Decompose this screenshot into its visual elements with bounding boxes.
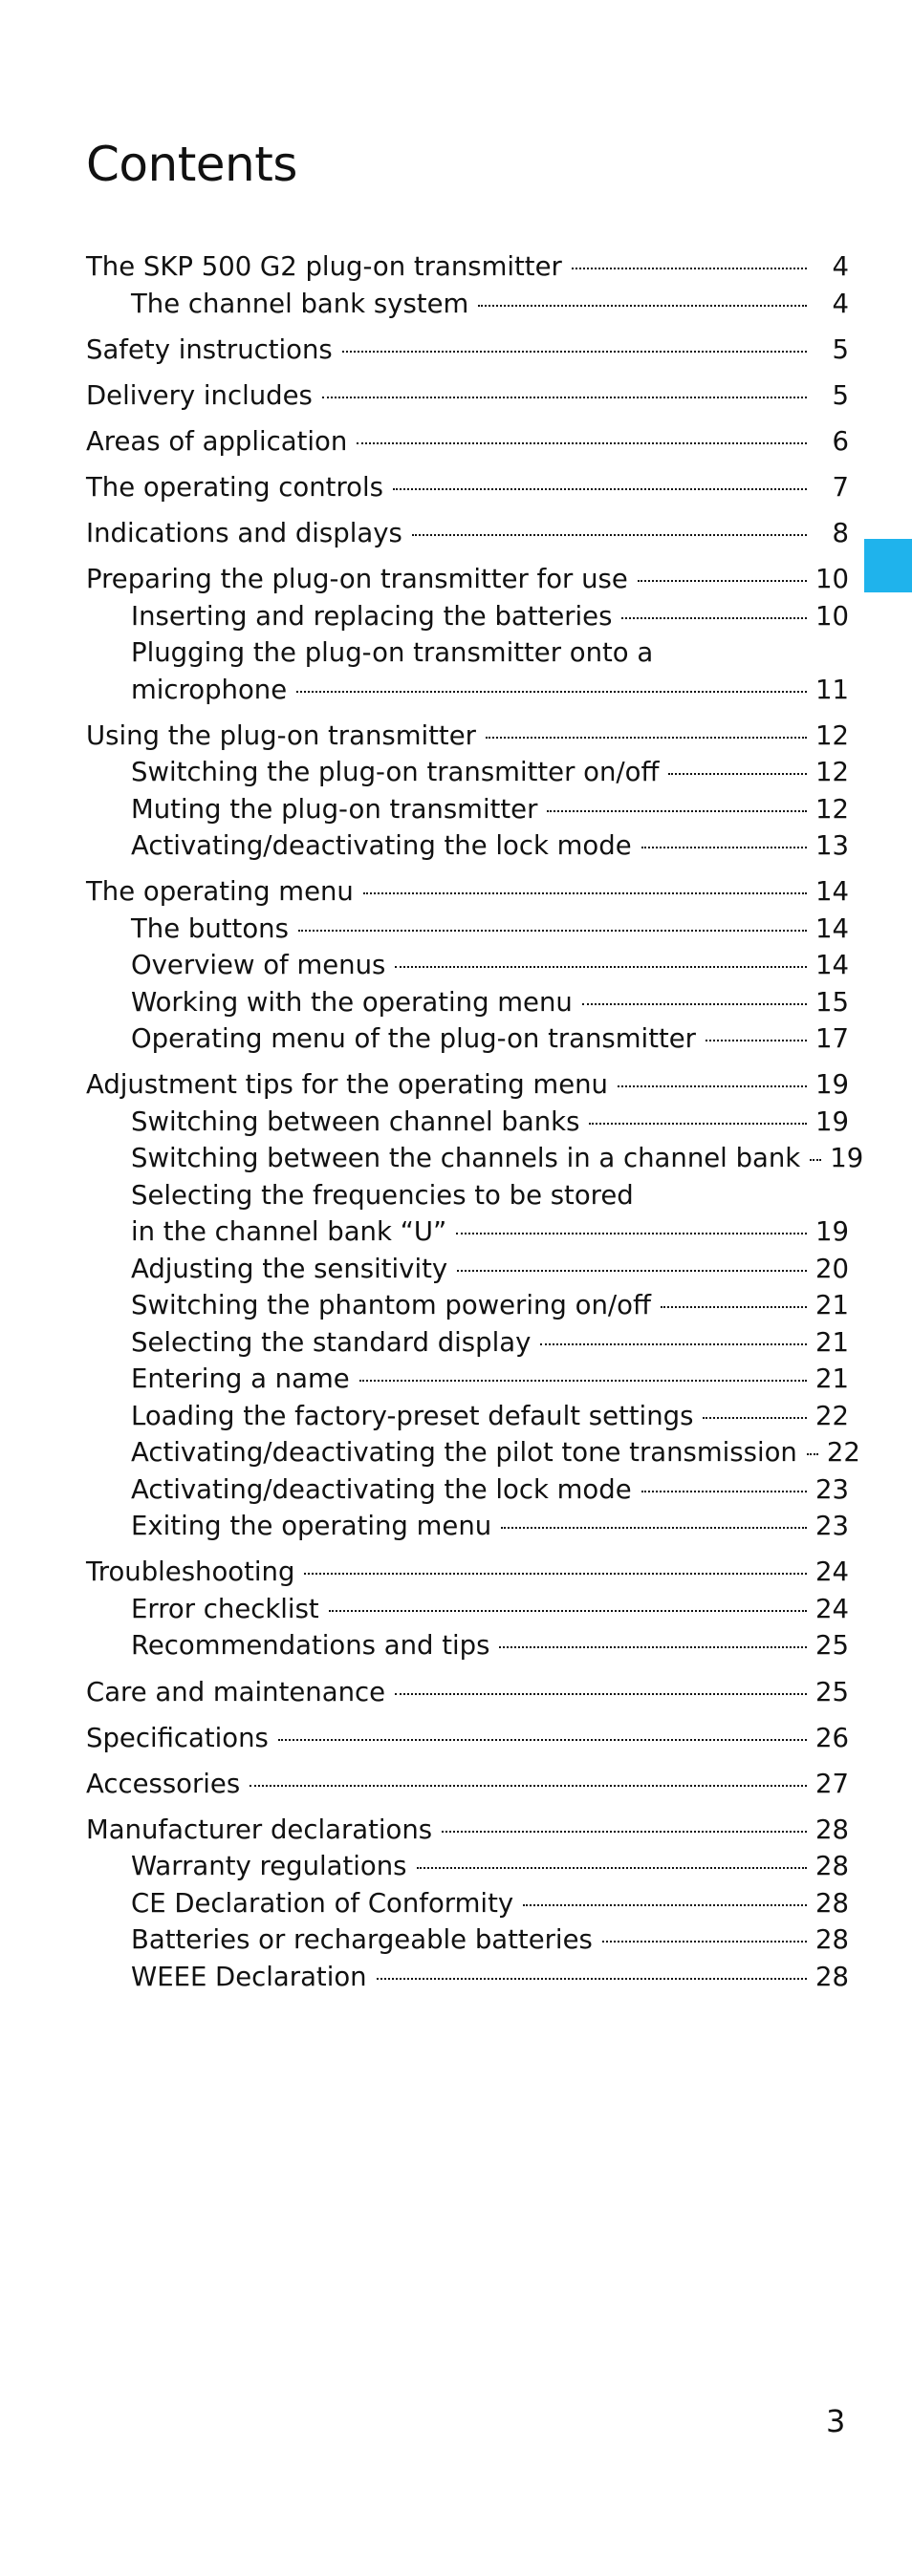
toc-entry-label: The operating menu <box>86 876 354 908</box>
toc-section-entry[interactable] <box>86 1213 849 1251</box>
toc-dot-leader <box>393 488 807 490</box>
toc-entry-label: in the channel bank “U” <box>131 1216 447 1248</box>
toc-entry-label: Inserting and replacing the batteries <box>131 600 613 632</box>
toc-entry-label: Exiting the operating menu <box>131 1511 492 1542</box>
toc-entry-label: Plugging the plug-on transmitter onto a <box>131 637 654 669</box>
toc-entry-page-number: 12 <box>815 719 849 751</box>
section-tab-marker <box>864 539 912 592</box>
page-title: Contents <box>86 137 297 192</box>
toc-section-entry[interactable] <box>86 1471 849 1509</box>
toc-entry-label: Safety instructions <box>86 333 333 365</box>
toc-entry-page-number: 25 <box>815 1676 849 1707</box>
toc-entry-page-number: 10 <box>815 600 849 632</box>
toc-entry-label: Adjustment tips for the operating menu <box>86 1069 608 1101</box>
toc-entry-label: Indications and displays <box>86 517 402 548</box>
toc-entry-page-number: 12 <box>815 757 849 788</box>
toc-entry-page-number: 21 <box>815 1290 849 1321</box>
toc-entry-page-number: 14 <box>815 912 849 944</box>
toc-entry-page-number: 17 <box>815 1023 849 1055</box>
toc-section-entry[interactable] <box>86 1287 849 1324</box>
toc-dot-leader <box>540 1343 807 1345</box>
toc-entry-label: Muting the plug-on transmitter <box>131 793 538 825</box>
toc-chapter-entry[interactable] <box>86 1812 849 1849</box>
toc-dot-leader <box>250 1785 807 1787</box>
toc-dot-leader <box>589 1123 807 1125</box>
toc-entry-page-number: 4 <box>832 288 849 319</box>
toc-entry-label: Recommendations and tips <box>131 1630 490 1662</box>
toc-entry-page-number: 21 <box>815 1326 849 1358</box>
toc-chapter-entry[interactable] <box>86 1554 849 1591</box>
toc-dot-leader <box>641 1491 807 1492</box>
toc-chapter-entry[interactable] <box>86 423 849 461</box>
toc-entry-label: Areas of application <box>86 425 348 457</box>
toc-dot-leader <box>457 1270 807 1272</box>
toc-entry-label: Activating/deactivating the lock mode <box>131 1473 632 1505</box>
toc-entry-label: Switching between channel banks <box>131 1106 580 1137</box>
toc-section-entry[interactable] <box>86 1140 864 1177</box>
toc-dot-leader <box>486 737 807 739</box>
toc-dot-leader <box>807 1453 818 1455</box>
toc-dot-leader <box>602 1941 807 1943</box>
toc-dot-leader <box>329 1610 807 1612</box>
toc-section-entry[interactable] <box>86 1177 849 1214</box>
toc-dot-leader <box>412 534 807 536</box>
toc-entry-label: WEEE Declaration <box>131 1961 367 1992</box>
toc-section-entry[interactable] <box>86 1627 849 1664</box>
toc-dot-leader <box>703 1417 807 1419</box>
toc-entry-label: Switching between the channels in a channel bank <box>131 1143 801 1174</box>
toc-dot-leader <box>621 617 807 619</box>
toc-entry-label: The operating controls <box>86 471 383 503</box>
toc-section-entry[interactable] <box>86 1434 860 1471</box>
toc-entry-page-number: 6 <box>832 425 849 457</box>
toc-entry-page-number: 10 <box>815 564 849 595</box>
toc-entry-label: Activating/deactivating the pilot tone transmission <box>131 1437 797 1469</box>
toc-dot-leader <box>668 773 807 775</box>
toc-entry-page-number: 24 <box>815 1593 849 1624</box>
toc-entry-label: Delivery includes <box>86 379 313 411</box>
toc-entry-page-number: 23 <box>815 1511 849 1542</box>
toc-section-entry[interactable] <box>86 791 849 828</box>
toc-entry-page-number: 20 <box>815 1253 849 1284</box>
toc-entry-page-number: 19 <box>815 1216 849 1248</box>
toc-section-entry[interactable] <box>86 1361 849 1398</box>
toc-chapter-entry[interactable] <box>86 873 849 911</box>
toc-dot-leader <box>417 1867 808 1869</box>
toc-chapter-entry[interactable] <box>86 561 849 598</box>
toc-entry-label: Switching the plug-on transmitter on/off <box>131 757 660 788</box>
toc-dot-leader <box>322 397 807 398</box>
toc-entry-page-number: 23 <box>815 1473 849 1505</box>
toc-chapter-entry[interactable] <box>86 718 849 755</box>
toc-entry-page-number: 21 <box>815 1363 849 1395</box>
toc-dot-leader <box>296 691 807 693</box>
toc-entry-page-number: 7 <box>832 471 849 503</box>
table-of-contents <box>86 248 864 1995</box>
toc-section-entry[interactable] <box>86 598 849 635</box>
toc-dot-leader <box>395 966 807 968</box>
toc-entry-label: Batteries or rechargeable batteries <box>131 1924 593 1956</box>
toc-entry-page-number: 11 <box>815 674 849 705</box>
toc-dot-leader <box>618 1085 807 1087</box>
toc-section-entry[interactable] <box>86 286 849 323</box>
toc-dot-leader <box>359 1380 807 1382</box>
toc-section-entry[interactable] <box>86 1508 849 1545</box>
toc-dot-leader <box>395 1693 807 1695</box>
toc-dot-leader <box>572 268 807 269</box>
toc-entry-page-number: 28 <box>815 1851 849 1882</box>
toc-entry-page-number: 19 <box>830 1143 864 1174</box>
toc-entry-label: Activating/deactivating the lock mode <box>131 830 632 862</box>
toc-entry-label: Adjusting the sensitivity <box>131 1253 448 1284</box>
toc-dot-leader <box>523 1904 807 1906</box>
toc-entry-label: Entering a name <box>131 1363 350 1395</box>
toc-dot-leader <box>442 1831 807 1833</box>
toc-section-entry[interactable] <box>86 634 849 672</box>
toc-entry-page-number: 27 <box>815 1768 849 1799</box>
toc-section-entry[interactable] <box>86 1324 849 1362</box>
toc-section-entry[interactable] <box>86 1921 849 1959</box>
toc-entry-label: Working with the operating menu <box>131 986 573 1018</box>
toc-dot-leader <box>638 580 807 582</box>
toc-entry-page-number: 26 <box>815 1722 849 1753</box>
toc-section-entry[interactable] <box>86 1591 849 1628</box>
toc-entry-page-number: 5 <box>832 379 849 411</box>
toc-entry-label: Switching the phantom powering on/off <box>131 1290 651 1321</box>
toc-entry-label: Loading the factory-preset default settings <box>131 1400 694 1431</box>
toc-section-entry[interactable] <box>86 1848 849 1885</box>
toc-section-entry[interactable] <box>86 754 849 791</box>
toc-entry-label: Using the plug-on transmitter <box>86 719 476 751</box>
toc-dot-leader <box>706 1040 807 1041</box>
toc-section-entry[interactable] <box>86 672 849 709</box>
toc-dot-leader <box>377 1978 807 1980</box>
toc-entry-page-number: 14 <box>815 950 849 981</box>
toc-entry-page-number: 22 <box>815 1400 849 1431</box>
toc-section-entry[interactable] <box>86 1959 849 1996</box>
toc-section-entry[interactable] <box>86 984 849 1021</box>
toc-entry-page-number: 24 <box>815 1556 849 1588</box>
toc-chapter-entry[interactable] <box>86 377 849 415</box>
toc-dot-leader <box>363 892 807 894</box>
toc-entry-page-number: 28 <box>815 1887 849 1919</box>
toc-chapter-entry[interactable] <box>86 1066 849 1104</box>
toc-dot-leader <box>661 1306 807 1308</box>
toc-entry-page-number: 12 <box>815 793 849 825</box>
toc-entry-page-number: 25 <box>815 1630 849 1662</box>
toc-entry-label: Error checklist <box>131 1593 319 1624</box>
toc-chapter-entry[interactable] <box>86 1674 849 1711</box>
toc-entry-page-number: 19 <box>815 1106 849 1137</box>
page-number: 3 <box>826 2403 846 2439</box>
toc-entry-page-number: 15 <box>815 986 849 1018</box>
toc-entry-page-number: 4 <box>832 251 849 282</box>
toc-dot-leader <box>641 847 807 848</box>
toc-entry-page-number: 28 <box>815 1924 849 1956</box>
toc-dot-leader <box>298 930 807 932</box>
toc-entry-label: Selecting the standard display <box>131 1326 532 1358</box>
toc-dot-leader <box>582 1003 807 1005</box>
toc-dot-leader <box>501 1527 807 1529</box>
toc-entry-page-number: 8 <box>832 517 849 548</box>
toc-entry-label: Care and maintenance <box>86 1676 386 1707</box>
toc-dot-leader <box>456 1233 807 1234</box>
toc-entry-label: Specifications <box>86 1722 269 1753</box>
toc-dot-leader <box>357 442 807 444</box>
toc-section-entry[interactable] <box>86 947 849 984</box>
toc-entry-label: The channel bank system <box>131 288 469 319</box>
toc-entry-label: Selecting the frequencies to be stored <box>131 1179 634 1211</box>
toc-entry-page-number: 13 <box>815 830 849 862</box>
toc-section-entry[interactable] <box>86 1104 849 1141</box>
toc-entry-label: The SKP 500 G2 plug-on transmitter <box>86 251 562 282</box>
toc-section-entry[interactable] <box>86 1251 849 1288</box>
toc-entry-label: Operating menu of the plug-on transmitter <box>131 1023 696 1055</box>
toc-section-entry[interactable] <box>86 911 849 948</box>
toc-entry-label: Preparing the plug-on transmitter for use <box>86 564 628 595</box>
toc-dot-leader <box>304 1573 807 1575</box>
toc-section-entry[interactable] <box>86 1885 849 1922</box>
toc-dot-leader <box>499 1646 807 1648</box>
toc-dot-leader <box>342 351 807 353</box>
toc-chapter-entry[interactable] <box>86 469 849 506</box>
toc-entry-page-number: 22 <box>826 1437 860 1469</box>
toc-entry-page-number: 19 <box>815 1069 849 1101</box>
toc-entry-label: Troubleshooting <box>86 1556 295 1588</box>
toc-entry-label: microphone <box>131 674 288 705</box>
toc-entry-page-number: 5 <box>832 333 849 365</box>
toc-dot-leader <box>478 305 807 307</box>
toc-chapter-entry[interactable] <box>86 515 849 552</box>
toc-chapter-entry[interactable] <box>86 332 849 369</box>
toc-section-entry[interactable] <box>86 1020 849 1058</box>
toc-entry-page-number: 14 <box>815 876 849 908</box>
toc-entry-page-number: 28 <box>815 1961 849 1992</box>
toc-section-entry[interactable] <box>86 827 849 865</box>
toc-dot-leader <box>278 1739 807 1741</box>
toc-entry-label: Warranty regulations <box>131 1851 407 1882</box>
toc-entry-label: Accessories <box>86 1768 241 1799</box>
toc-dot-leader <box>547 810 807 812</box>
toc-entry-label: The buttons <box>131 912 289 944</box>
toc-dot-leader <box>810 1159 821 1161</box>
toc-entry-label: Manufacturer declarations <box>86 1814 433 1845</box>
toc-chapter-entry[interactable] <box>86 248 849 286</box>
toc-entry-label: CE Declaration of Conformity <box>131 1887 514 1919</box>
toc-entry-page-number: 28 <box>815 1814 849 1845</box>
toc-entry-label: Overview of menus <box>131 950 386 981</box>
toc-section-entry[interactable] <box>86 1398 849 1435</box>
toc-chapter-entry[interactable] <box>86 1720 849 1757</box>
toc-chapter-entry[interactable] <box>86 1766 849 1803</box>
